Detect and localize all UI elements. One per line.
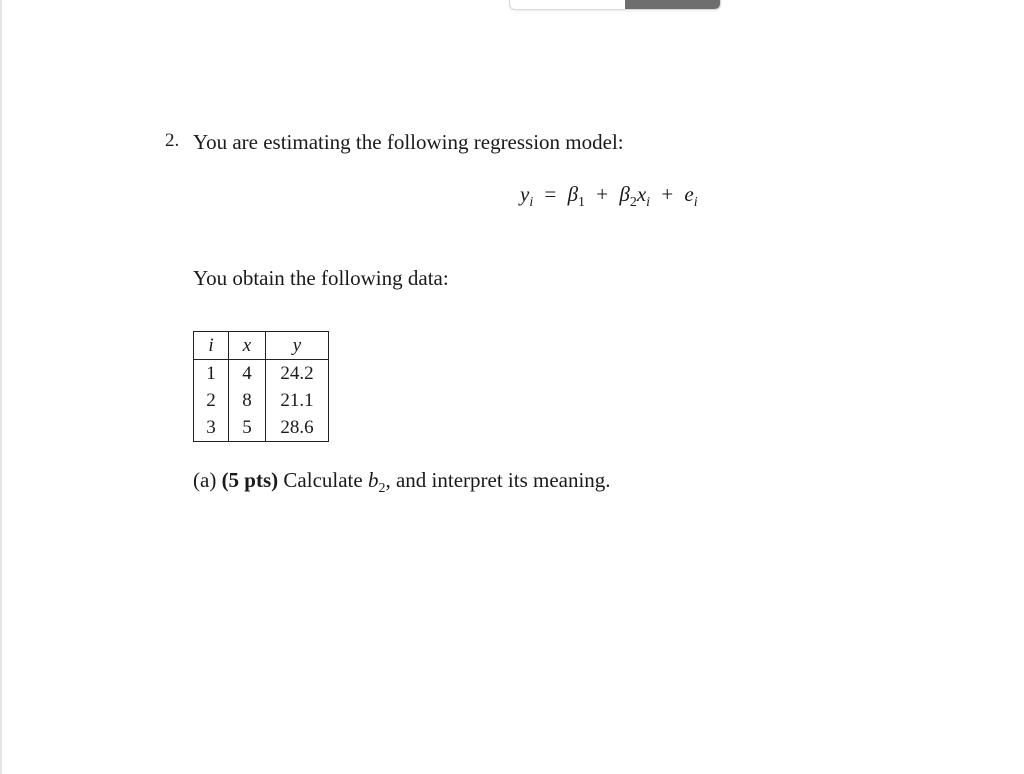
eq-e-sub: i: [693, 195, 698, 211]
part-a-label: (a): [193, 468, 217, 492]
question-number: 2.: [165, 130, 180, 151]
eq-equals: =: [544, 182, 557, 206]
cell-i: 2: [194, 387, 229, 414]
eq-x: x: [636, 182, 647, 206]
cell-y: 21.1: [266, 387, 329, 414]
page-left-edge: [0, 0, 2, 774]
eq-plus-1: +: [596, 182, 609, 206]
header-y: y: [266, 332, 329, 360]
eq-beta1: β: [567, 182, 579, 206]
part-a-var: b: [367, 468, 379, 492]
eq-plus-2: +: [661, 182, 674, 206]
part-a-text-after: , and interpret its meaning.: [385, 468, 611, 492]
top-toolbar-widget[interactable]: [509, 0, 721, 10]
table-row: [194, 414, 329, 442]
cell-y: 24.2: [266, 360, 329, 388]
eq-beta2: β: [619, 182, 630, 206]
cell-i: 3: [194, 414, 229, 442]
cell-x: 5: [229, 414, 266, 442]
cell-x: 4: [229, 360, 266, 388]
part-a-var-sub: 2: [378, 481, 386, 497]
part-a: [193, 468, 611, 497]
part-a-text-before: Calculate: [283, 468, 363, 492]
eq-y-sub: i: [529, 195, 534, 211]
eq-y: y: [520, 182, 530, 206]
eq-beta1-sub: 1: [578, 195, 586, 211]
table-row: [194, 360, 329, 388]
toolbar-button[interactable]: [625, 0, 720, 9]
data-table: [193, 331, 329, 442]
part-a-points: (5 pts): [221, 468, 279, 492]
table-header-row: [194, 332, 329, 360]
table-row: [194, 387, 329, 414]
eq-x-sub: i: [646, 195, 651, 211]
header-i: i: [194, 332, 229, 360]
cell-i: 1: [194, 360, 229, 388]
regression-equation: [520, 182, 698, 211]
eq-beta2-sub: 2: [629, 195, 637, 211]
data-intro-text: You obtain the following data:: [193, 266, 449, 290]
header-x: x: [229, 332, 266, 360]
eq-e: e: [684, 182, 694, 206]
cell-x: 8: [229, 387, 266, 414]
cell-y: 28.6: [266, 414, 329, 442]
question-stem: You are estimating the following regression model:: [193, 130, 624, 154]
